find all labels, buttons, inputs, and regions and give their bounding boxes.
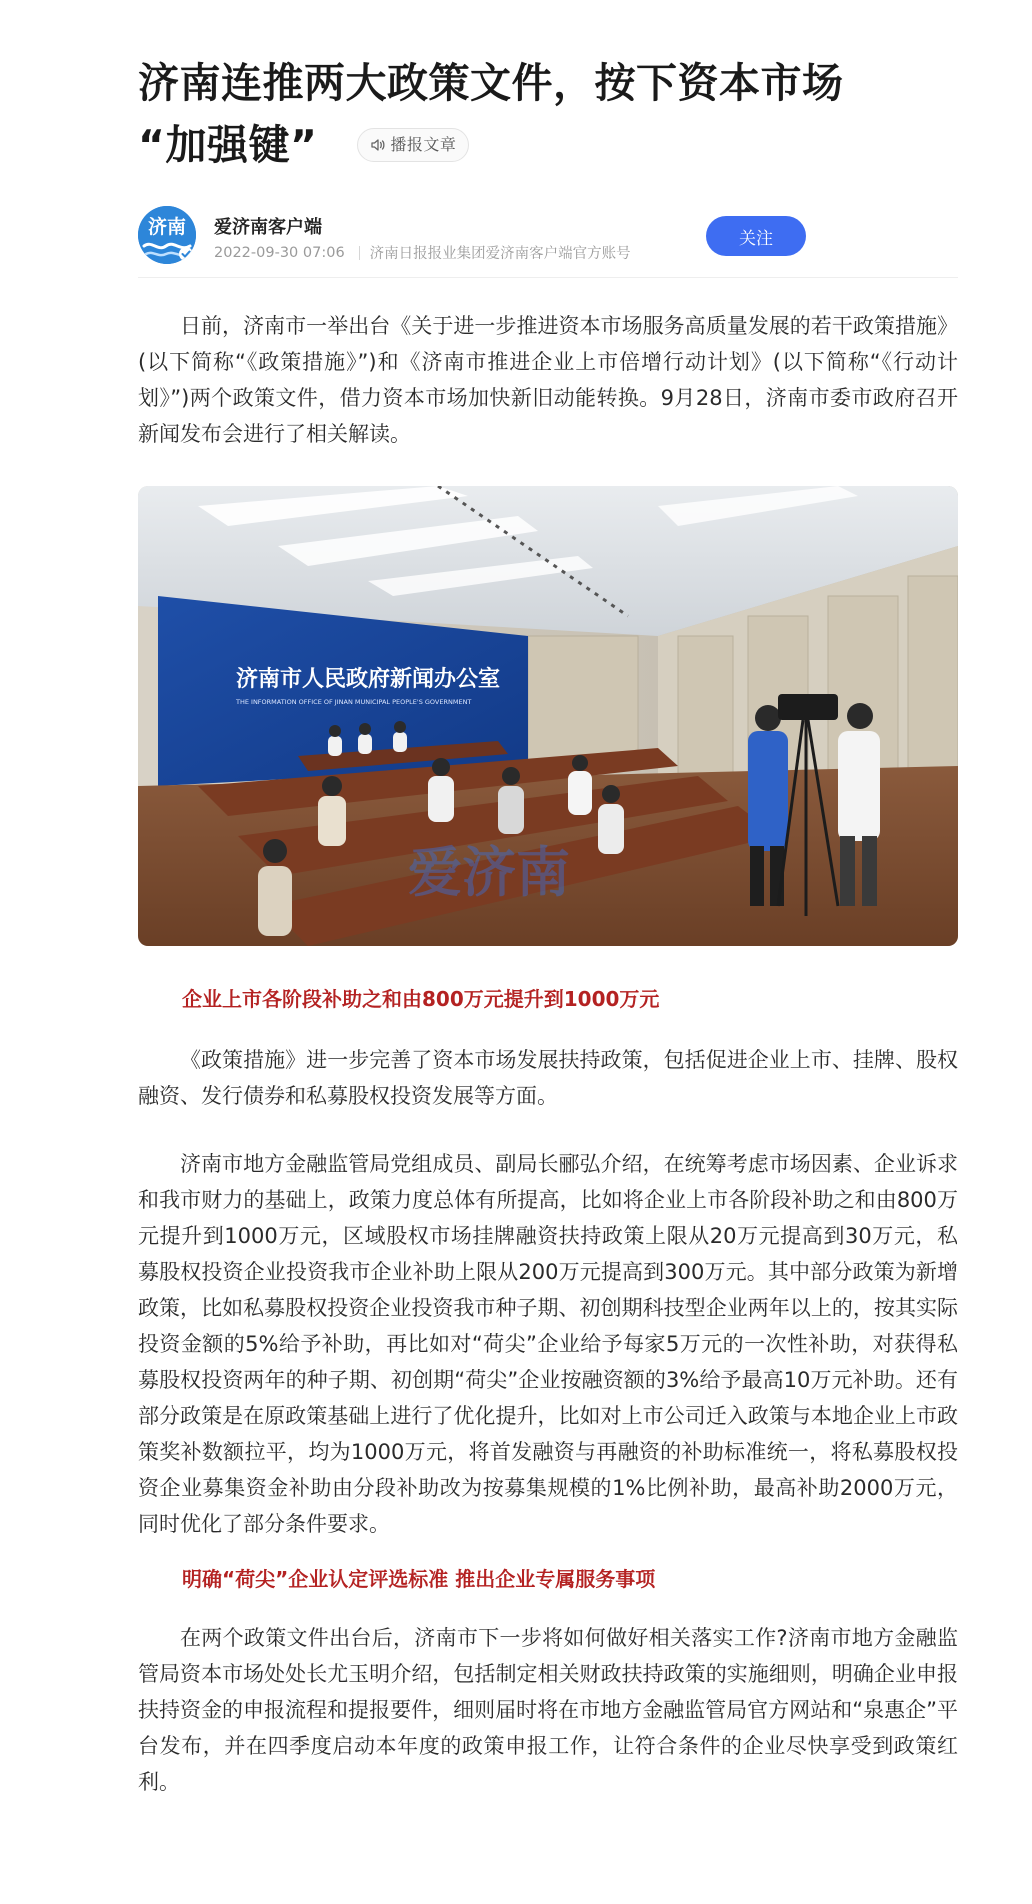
follow-button[interactable]: 关注 <box>706 216 806 256</box>
photo-watermark: 爱济南 <box>408 841 570 904</box>
article-title-line2-row <box>138 114 958 176</box>
article-title <box>138 52 958 176</box>
article-container <box>138 0 958 1800</box>
article-title-line2: “加强键” <box>138 121 318 169</box>
intro-paragraph: 日前，济南市一举出台《关于进一步推进资本市场服务高质量发展的若干政策措施》(以下简称“《政策措施》”)和《济南市推进企业上市倍增行动计划》(以下简称“《行动计划》”)两个政策文件，借力资本市场加快新旧动能转换。9月28日，济南市委市政府召开新闻发布会进行了相关解读。 <box>138 314 958 446</box>
avatar-text: 济南 <box>147 216 187 238</box>
photo-banner-cn: 济南市人民政府新闻办公室 <box>236 667 501 692</box>
author-description: 济南日报报业集团爱济南客户端官方账号 <box>369 246 631 262</box>
avatar-logo-icon <box>138 206 196 264</box>
article-title-line1: 济南连推两大政策文件，按下资本市场 <box>138 59 844 107</box>
listen-article-label: 播报文章 <box>390 135 457 154</box>
listen-article-button[interactable] <box>357 128 469 162</box>
section1-paragraph-2: 济南市地方金融监管局党组成员、副局长郦弘介绍，在统筹考虑市场因素、企业诉求和我市财力的基础上，政策力度总体有所提高，比如将企业上市各阶段补助之和由800万元提升到1000万元，区域股权市场挂牌融资扶持政策上限从20万元提高到30万元，私募股权投资企业投资我市企业补助上限从200万元提高到300万元。其中部分政策为新增政策，比如私募股权投资企业投资我市种子期、初创期科技型企业两年以上的，按其实际投资金额的5%给予补助，再比如对“荷尖”企业给予每家5万元的一次性补助，对获得私募股权投资两年的种子期、初创期“荷尖”企业按融资额的3%给予最高10万元补助。还有部分政策是在原政策基础上进行了优化提升，比如对上市公司迁入政策与本地企业上市政策奖补数额拉平，均为1000万元，将首发融资与再融资的补助标准统一，将私募股权投资企业募集资金补助由分段补助改为按募集规模的1%比例补助，最高补助2000万元，同时优化了部分条件要求。 <box>138 1152 958 1536</box>
author-meta <box>214 242 631 263</box>
author-name[interactable]: 爱济南客户端 <box>214 217 322 238</box>
jinan-logo-avatar[interactable] <box>138 206 196 264</box>
section2-paragraph-1: 在两个政策文件出台后，济南市下一步将如何做好相关落实工作?济南市地方金融监管局资本市场处处长尤玉明介绍，包括制定相关财政扶持政策的实施细则，明确企业申报扶持资金的申报流程和提报要件，细则届时将在市地方金融监管局官方网站和“泉惠企”平台发布，并在四季度启动本年度的政策申报工作，让符合条件的企业尽快享受到政策红利。 <box>138 1626 958 1794</box>
press-conference-photo <box>138 486 958 946</box>
section1-paragraph-1: 《政策措施》进一步完善了资本市场发展扶持政策，包括促进企业上市、挂牌、股权融资、发行债券和私募股权投资发展等方面。 <box>138 1048 958 1108</box>
photo-banner-en: THE INFORMATION OFFICE OF JINAN MUNICIPAL PEOPLE'S GOVERNMENT <box>236 698 472 706</box>
speaker-icon <box>370 137 386 153</box>
section2-heading: 明确“荷尖”企业认定评选标准 推出企业专属服务事项 <box>182 1567 656 1591</box>
meta-divider <box>359 246 360 260</box>
section1-heading: 企业上市各阶段补助之和由800万元提升到1000万元 <box>182 987 660 1011</box>
author-row <box>138 206 958 278</box>
publish-datetime: 2022-09-30 07:06 <box>214 244 345 261</box>
